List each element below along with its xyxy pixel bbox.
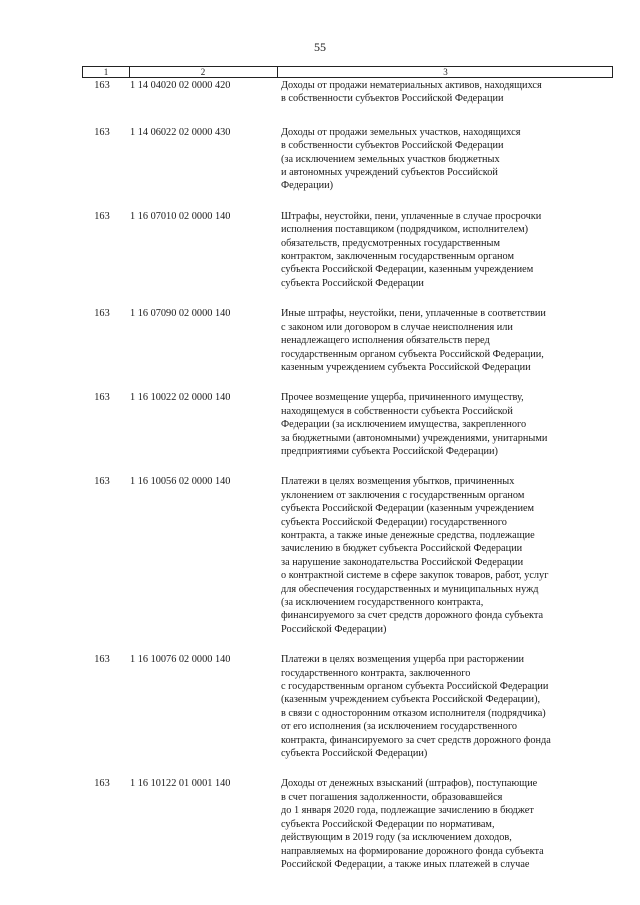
column-header-2: 2: [200, 67, 206, 77]
column-header-1: 1: [103, 67, 109, 77]
table-row: [82, 653, 622, 760]
budget-classification-code: 1 14 04020 02 0000 420: [130, 80, 231, 91]
table-row: [82, 307, 622, 374]
table-row: [82, 777, 622, 871]
revenue-description: Иные штрафы, неустойки, пени, уплаченные в соответствии с законом или договором в случае неисполнения или ненадлежащего исполнения обязательств перед государственным органом субъекта Российской Федерации, казенным учреждением субъекта Российской Федерации: [281, 308, 546, 373]
revenue-description: Доходы от продажи земельных участков, находящихся в собственности субъектов Российской Федерации (за исключением земельных участков бюджетных и автономных учреждений субъектов Российской Федерации): [281, 126, 521, 192]
table-body: [82, 79, 622, 871]
budget-classification-code: 1 16 10056 02 0000 140: [130, 476, 231, 488]
admin-code: 163: [94, 126, 110, 138]
revenue-description: Доходы от продажи нематериальных активов, находящихся в собственности субъектов Российской Федерации: [281, 80, 542, 105]
admin-code: 163: [94, 654, 110, 666]
admin-code: 163: [94, 210, 110, 222]
admin-code: 163: [94, 392, 110, 404]
table-row: [82, 475, 622, 636]
admin-code: 163: [94, 778, 110, 790]
column-header-3: 3: [443, 67, 448, 77]
budget-classification-code: 1 16 10076 02 0000 140: [130, 654, 231, 666]
admin-code: 163: [94, 308, 110, 320]
revenue-description: Платежи в целях возмещения ущерба при расторжении государственного контракта, заключенного с государственным органом субъекта Российской Федерации (казенным учреждением субъекта Российской Федерации), в связи с односторонним отказом исполнителя (подрядчика) от его исполнения (за исключением государственного контракта, финансируемого за счет средств дорожного фонда субъекта Российской Федерации): [281, 654, 551, 760]
table-row: [82, 79, 622, 106]
admin-code: 163: [94, 476, 110, 488]
table-row: [82, 126, 622, 193]
revenue-description: Платежи в целях возмещения убытков, причиненных уклонением от заключения с государственным органом субъекта Российской Федерации (казенным учреждением субъекта Российской Федерации) государственного контракта, а также иные денежные средства, подлежащие зачислению в бюджет субъекта Российской Федерации за нарушение законодательства Российской Федерации о контрактной системе в сфере закупок товаров, работ, услуг для обеспечения государственных и муниципальных нужд (за исключением государственного контракта, финансируемого за счет средств дорожного фонда субъекта Российской Федерации): [281, 476, 549, 635]
table-header: [82, 66, 613, 78]
revenue-description: Штрафы, неустойки, пени, уплаченные в случае просрочки исполнения поставщиком (подрядчиком, исполнителем) обязательств, предусмотренных государственным контрактом, заключенным государственным органом субъекта Российской Федерации, казенным учреждением субъекта Российской Федерации: [281, 210, 542, 289]
budget-classification-code: 1 16 07010 02 0000 140: [130, 210, 231, 222]
budget-classification-code: 1 16 10022 02 0000 140: [130, 392, 231, 404]
page-number: 55: [314, 40, 326, 54]
revenue-description: Прочее возмещение ущерба, причиненного имуществу, находящемуся в собственности субъекта Российской Федерации (за исключением имущества, закрепленного за бюджетными (автономными) учреждениями, унитарными предприятиями субъекта Российской Федерации): [281, 392, 548, 457]
table-row: [82, 210, 622, 290]
budget-classification-code: 1 14 06022 02 0000 430: [130, 126, 231, 138]
budget-classification-code: 1 16 07090 02 0000 140: [130, 308, 231, 320]
budget-classification-code: 1 16 10122 01 0001 140: [130, 778, 231, 790]
revenue-description: Доходы от денежных взысканий (штрафов), поступающие в счет погашения задолженности, образовавшейся до 1 января 2020 года, подлежащие зачислению в бюджет субъекта Российской Федерации по нормативам, действующим в 2019 году (за исключением доходов, направляемых на формирование дорожного фонда субъекта Российской Федерации, а также иных платежей в случае: [281, 778, 544, 870]
table-row: [82, 391, 622, 458]
admin-code: 163: [94, 80, 110, 91]
